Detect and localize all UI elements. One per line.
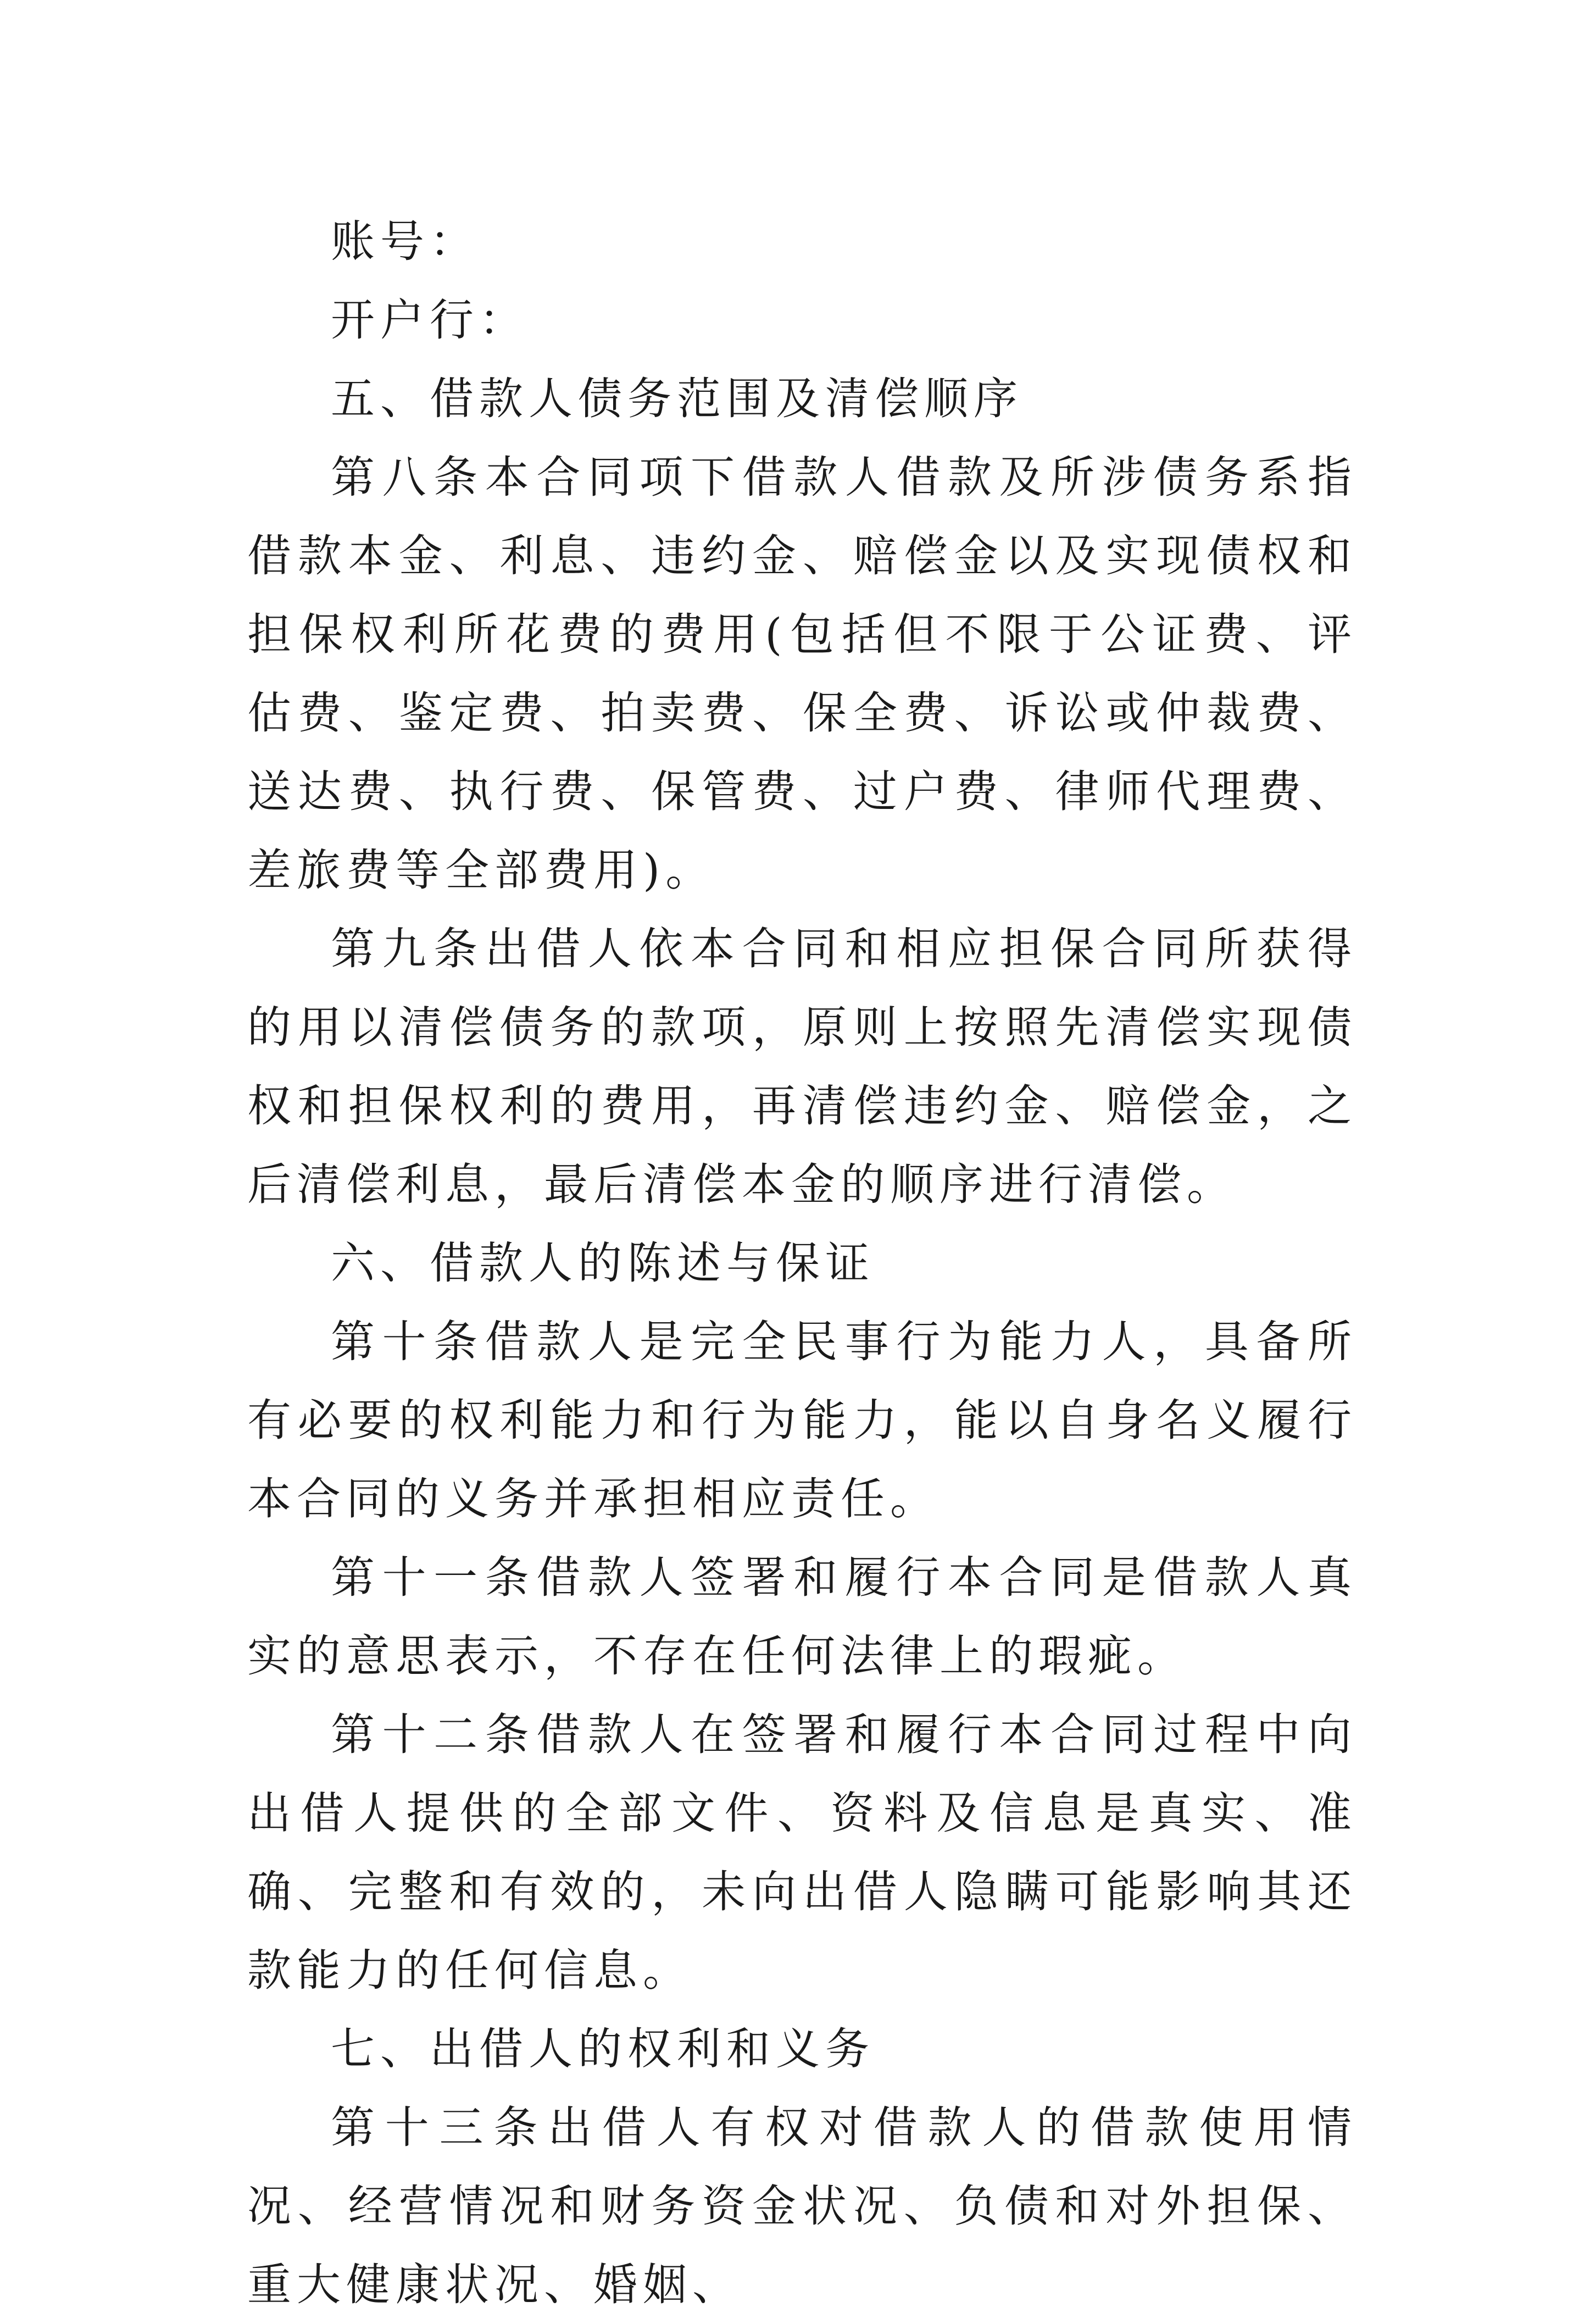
section-heading-5: 五、借款人债务范围及清偿顺序 xyxy=(331,373,1023,424)
section-heading-6: 六、借款人的陈述与保证 xyxy=(331,1238,875,1289)
article-13: 第十三条出借人有权对借款人的借款使用情况、经营情况和财务资金状况、负债和对外担保、重大健康状况、婚姻、 xyxy=(247,2102,1357,2310)
account-number-line: 账号： xyxy=(331,216,479,267)
section-heading-7: 七、出借人的权利和义务 xyxy=(331,2023,875,2075)
article-12: 第十二条借款人在签署和履行本合同过程中向出借人提供的全部文件、资料及信息是真实、准确、完整和有效的，未向出借人隐瞒可能影响其还款能力的任何信息。 xyxy=(247,1709,1357,1996)
article-10: 第十条借款人是完全民事行为能力人，具备所有必要的权利能力和行为能力，能以自身名义履行本合同的义务并承担相应责任。 xyxy=(247,1316,1357,1524)
article-8: 第八条本合同项下借款人借款及所涉债务系指借款本金、利息、违约金、赔偿金以及实现债权和担保权利所花费的费用(包括但不限于公证费、评估费、鉴定费、拍卖费、保全费、诉讼或仲裁费、送达费、执行费、保管费、过户费、律师代理费、差旅费等全部费用)。 xyxy=(247,452,1357,896)
opening-bank-line: 开户行： xyxy=(331,295,529,346)
article-9: 第九条出借人依本合同和相应担保合同所获得的用以清偿债务的款项，原则上按照先清偿实现债权和担保权利的费用，再清偿违约金、赔偿金，之后清偿利息，最后清偿本金的顺序进行清偿。 xyxy=(247,923,1357,1210)
article-11: 第十一条借款人签署和履行本合同是借款人真实的意思表示，不存在任何法律上的瑕疵。 xyxy=(247,1552,1357,1682)
document-body xyxy=(247,202,1357,2324)
